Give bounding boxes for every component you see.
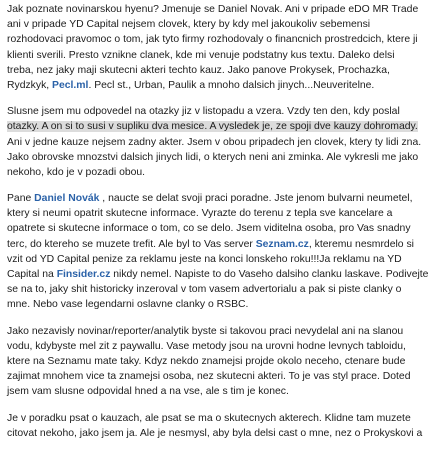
text-line bbox=[7, 369, 411, 384]
text-run: nekoho, kdo je v pozadi obou. bbox=[7, 166, 146, 178]
text-line bbox=[7, 384, 395, 399]
text-line bbox=[7, 32, 418, 47]
text-run: , naucte se delat svoji praci poradne. Jste jenom bulvarni neumetel, bbox=[99, 193, 413, 205]
text-line bbox=[7, 282, 402, 297]
text-run: klienti sverili. Presto vznikne clanek, kde mi venuje podstatny kus textu. Daleko delsi bbox=[7, 49, 395, 61]
text-run: vodu, kdybyste mel zit z paywallu. Vase metody jsou na urovni hodne levnych tabloidu, bbox=[7, 340, 406, 352]
text-line bbox=[7, 354, 406, 369]
text-line bbox=[7, 165, 395, 180]
text-run: Jako obrovske mnozstvi dalsich jinych lidi, o kterych neni ani zminka. Ale vykresli me jako bbox=[7, 151, 419, 163]
highlighted-text: otazky. A on si to susi v supliku dva mesice. A vysledek je, ze spoji dve kauzy dohromady. bbox=[7, 121, 418, 133]
text-run: Pane bbox=[7, 193, 35, 205]
text-run: ktere na Seznamu mate taky. Kdyz nekdo znamejsi projde okolo neceho, ctenare bude bbox=[7, 355, 406, 367]
text-line bbox=[7, 135, 422, 150]
text-line bbox=[7, 411, 411, 426]
text-line bbox=[7, 119, 418, 134]
text-line bbox=[7, 237, 414, 252]
text-line bbox=[7, 339, 406, 354]
inline-link[interactable]: Pecl.ml bbox=[52, 79, 89, 91]
text-run: jsem vam slusne odpovidal hned a na vse, ale s tim je konec. bbox=[7, 386, 289, 398]
text-run: . Pecl st., Urban, Paulik a mnoho dalsich jinych...Neuveritelne. bbox=[88, 79, 375, 91]
text-line bbox=[7, 78, 395, 93]
text-run: Jako nezavisly novinar/reporter/analytik byste si takovou praci nevydelal ani na slanou bbox=[7, 325, 404, 337]
text-run: se na to, jaky shit historicky inzeroval v tom vasem advertorialu a pak si piste clanky o bbox=[7, 284, 402, 296]
text-run: Rydzkyk, bbox=[7, 79, 53, 91]
paragraph bbox=[7, 104, 422, 180]
paragraph bbox=[7, 2, 419, 93]
text-run: rozhodovaci pravomoc o tom, jak tyto firmy rozhodovaly o financnich prostredcich, ktere ji bbox=[7, 34, 418, 46]
paragraph bbox=[7, 191, 428, 313]
text-line bbox=[7, 252, 402, 267]
text-run: vzit od YD Capital penize za reklamu jeste na konci lonskeho roku!!!Ja reklamu na YD bbox=[7, 253, 402, 265]
text-line bbox=[7, 324, 404, 339]
text-run: ani v pripade YD Capital nejsem clovek, ktery by kdy mel jakoukoliv sebemensi bbox=[7, 19, 371, 31]
text-run: Slusne jsem mu odpovedel na otazky jiz v listopadu a vzera. Vzdy ten den, kdy poslal bbox=[7, 106, 400, 118]
text-line bbox=[7, 17, 395, 32]
inline-link[interactable]: Daniel Novák bbox=[34, 193, 100, 205]
text-line bbox=[7, 48, 395, 63]
inline-link[interactable]: Seznam.cz bbox=[255, 238, 309, 250]
text-line bbox=[7, 2, 419, 17]
text-run: zajimat mnohem vice ta znamejsi osoba, nez skutecni akteri. To je vas styl prace. Doted bbox=[7, 371, 411, 383]
inline-link[interactable]: Finsider.cz bbox=[56, 269, 111, 280]
text-line bbox=[7, 297, 395, 312]
text-run: ktery si neumi opatrit skutecne informace. Vyrazte do terenu z tepla sve kancelare a bbox=[7, 208, 393, 220]
text-run: mne. Nebo vase legendarni oslavne clanky o RSBC. bbox=[7, 299, 249, 311]
text-line bbox=[7, 267, 428, 282]
article-body bbox=[7, 2, 428, 452]
paragraph bbox=[7, 324, 411, 400]
text-run: opatrete si skutecne informace o tom, co se delo. Jsem viditelna osoba, pro Vas snadny bbox=[7, 223, 411, 235]
text-line bbox=[7, 221, 411, 236]
text-line bbox=[7, 63, 395, 78]
text-run: treba, nez jaky maji skutecni akteri techto kauz. Jako panove Prokysek, Prochazka, bbox=[7, 64, 390, 76]
text-run: Jak poznate novinarskou hyenu? Jmenuje se Daniel Novak. Ani v pripade eDO MR Trade bbox=[7, 4, 419, 15]
text-run: Capital na bbox=[7, 269, 57, 280]
text-line bbox=[7, 191, 413, 206]
text-run: Je v poradku psat o kauzach, ale psat se ma o skutecnych akterech. Klidne tam muzete bbox=[7, 412, 411, 424]
text-run: Ani v jedne kauze nejsem zadny akter. Jsem v obou pripadech jen clovek, ktery ty lidi zna. bbox=[7, 136, 422, 148]
text-line bbox=[7, 104, 400, 119]
text-run: terc, do ktereho se muzete trefit. Ale byl to Vas server bbox=[7, 238, 256, 250]
text-line bbox=[7, 426, 423, 441]
text-run: nikdy nemel. Napiste to do Vaseho dalsiho clanku laskave. Podivejte bbox=[110, 269, 428, 280]
text-run: , kteremu nesmrdelo si bbox=[308, 238, 414, 250]
text-run: citovat nekoho, jako jsem ja. Ale je nesmysl, aby byla delsi cast o mne, nez o Prokyskovi a bbox=[7, 427, 423, 439]
paragraph bbox=[7, 411, 423, 441]
text-line bbox=[7, 150, 419, 165]
text-line bbox=[7, 206, 395, 221]
